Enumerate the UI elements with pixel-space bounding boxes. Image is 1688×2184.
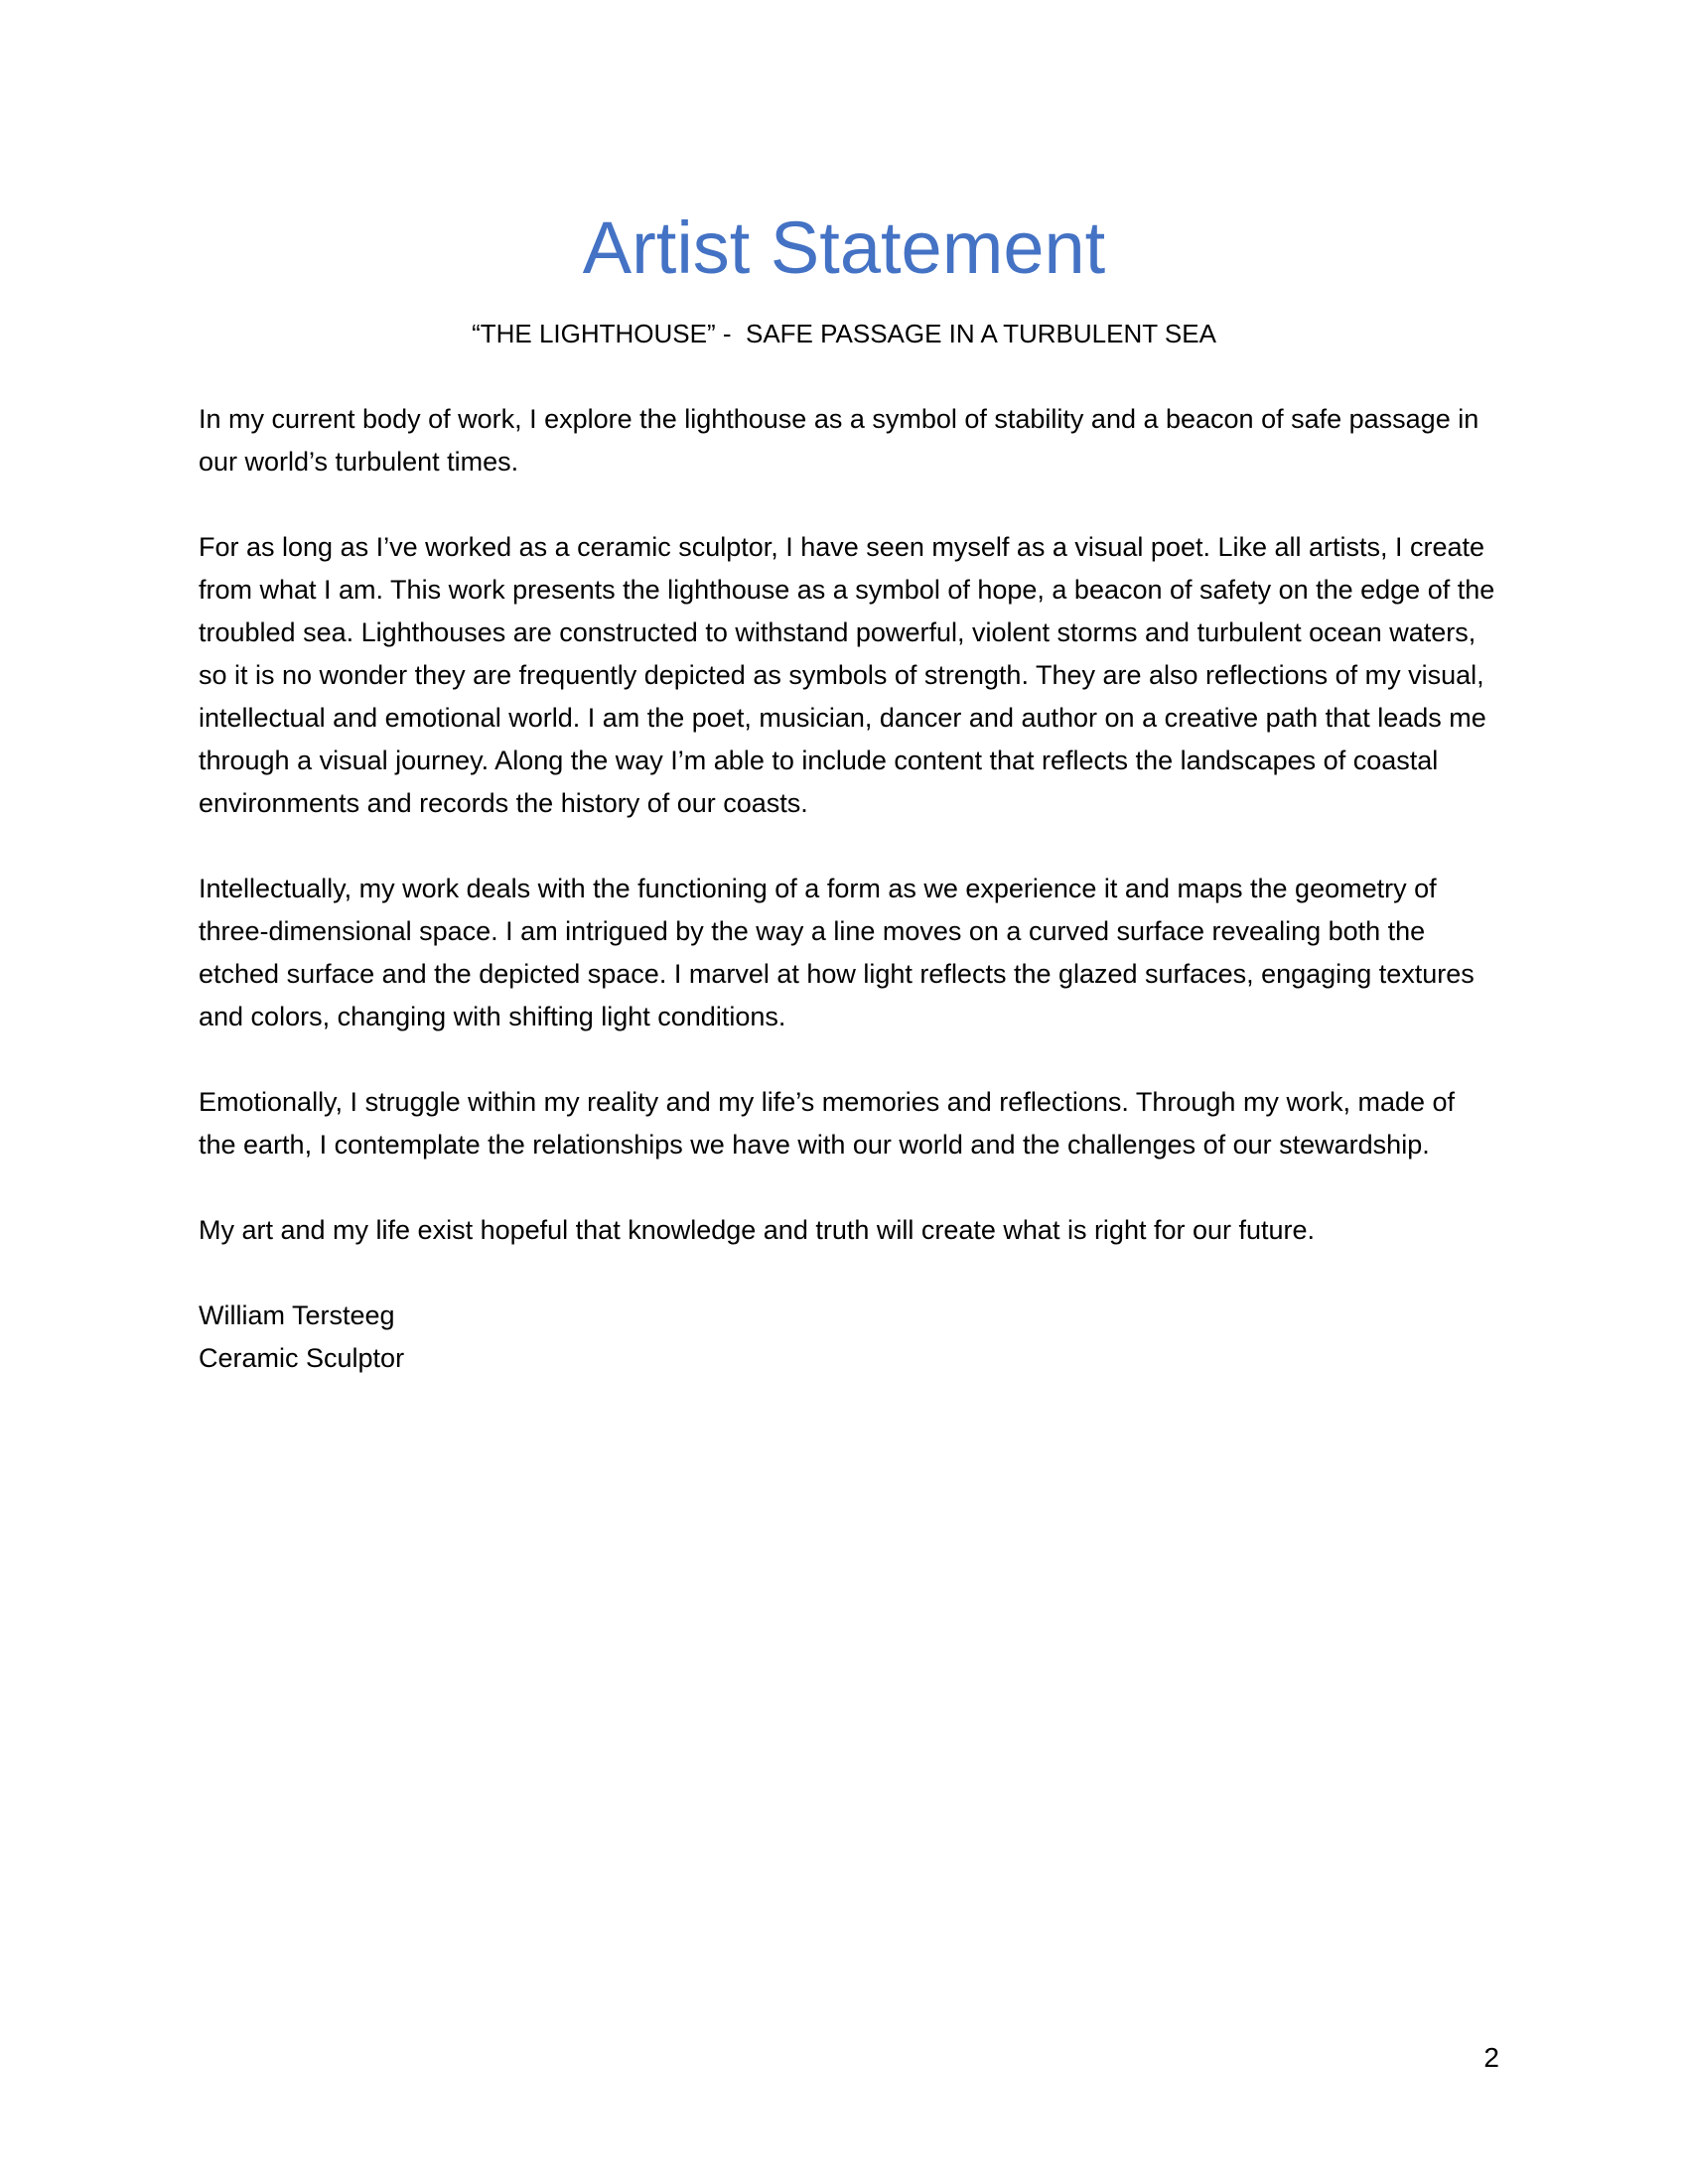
statement-body [199,398,1499,1380]
paragraph-4: Emotionally, I struggle within my reality and my life’s memories and reflections. Through my work, made of the earth, I contemplate the relationships we have with our world and the challenges of our stewardship. [199,1087,1456,1160]
page-number: 2 [1483,2042,1499,2073]
page-title: Artist Statement [582,206,1106,289]
signature-block [199,1295,1499,1380]
paragraph-1: In my current body of work, I explore the lighthouse as a symbol of stability and a beacon of safe passage in our world’s turbulent times. [199,404,1479,477]
paragraph-5: My art and my life exist hopeful that knowledge and truth will create what is right for our future. [199,1215,1316,1245]
signature-role: Ceramic Sculptor [199,1343,405,1373]
signature-name: William Tersteeg [199,1300,395,1330]
page-subtitle: “THE LIGHTHOUSE” - SAFE PASSAGE IN A TURBULENT SEA [472,319,1216,348]
paragraph-2: For as long as I’ve worked as a ceramic sculptor, I have seen myself as a visual poet. Like all artists, I create from what I am. This work presents the lighthouse as a symbol of hope, a beacon of safety on the edge of the troubled sea. Lighthouses are constructed to withstand powerful, violent storms and turbulent ocean waters, so it is no wonder they are frequently depicted as symbols of strength. They are also reflections of my visual, intellectual and emotional world. I am the poet, musician, dancer and author on a creative path that leads me through a visual journey. Along the way I’m able to include content that reflects the landscapes of coastal environments and records the history of our coasts. [199,532,1495,818]
paragraph-3: Intellectually, my work deals with the functioning of a form as we experience it and maps the geometry of three-dimensional space. I am intrigued by the way a line moves on a curved surface revealing both the etched surface and the depicted space. I marvel at how light reflects the glazed surfaces, engaging textures and colors, changing with shifting light conditions. [199,874,1475,1031]
